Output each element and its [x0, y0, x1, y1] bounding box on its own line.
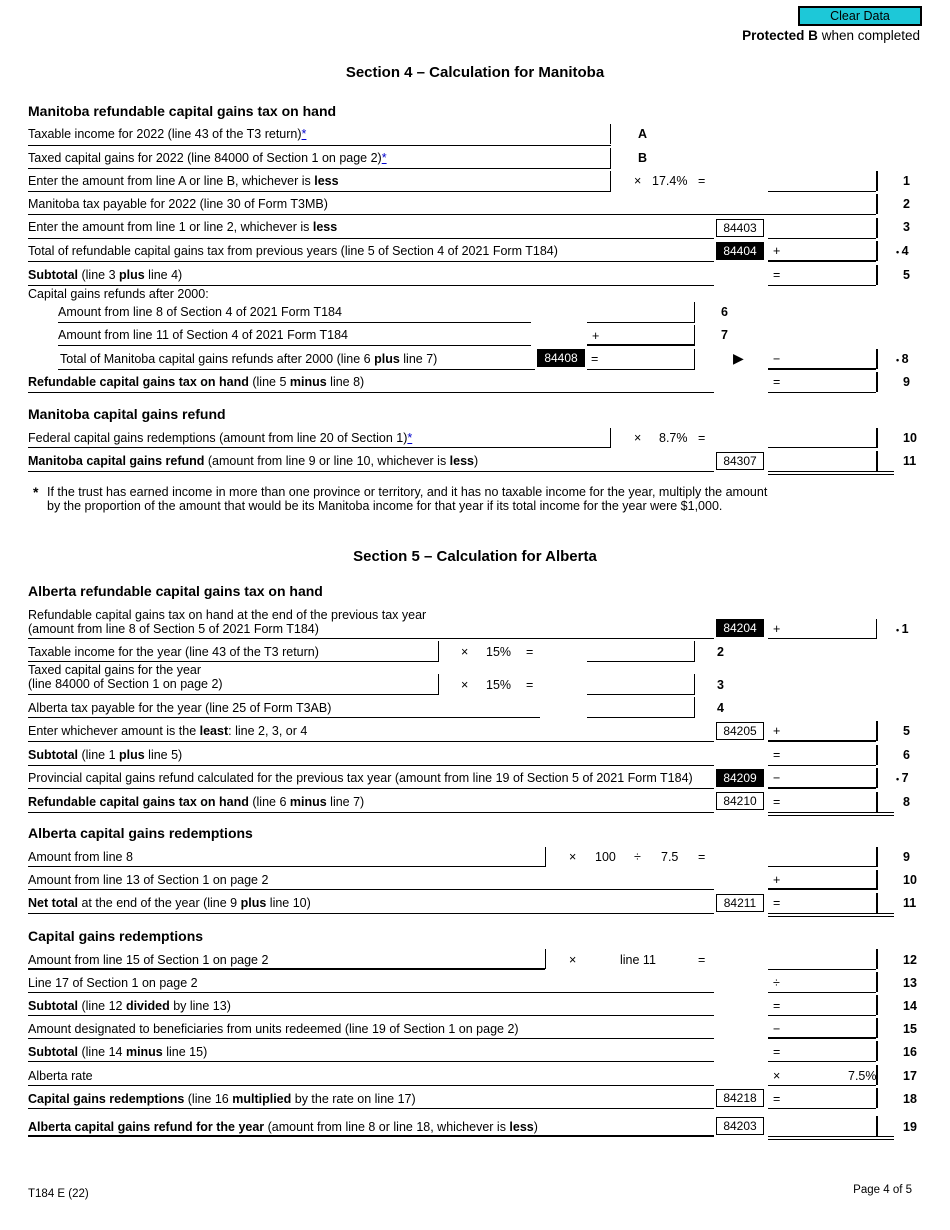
s5-line5-code: 84205 — [716, 722, 764, 740]
form-rule-line — [768, 1136, 894, 1137]
s5-line13-amount[interactable] — [785, 973, 874, 991]
form-rule-line — [768, 260, 876, 262]
s5-line14-num: 14 — [903, 999, 917, 1013]
form-rule-line — [768, 638, 876, 639]
s4-line10-op: × — [634, 431, 642, 445]
s4-line10-input[interactable] — [612, 429, 630, 447]
form-rule-line — [876, 372, 878, 392]
s5-line14-label: Subtotal (line 12 divided by line 13) — [28, 999, 231, 1013]
s4-line1-eq: = — [698, 174, 706, 188]
form-rule-line — [768, 815, 894, 816]
form-rule-line — [876, 1041, 878, 1061]
s4-line3-amount[interactable] — [770, 219, 874, 237]
form-rule-line — [876, 949, 878, 969]
form-rule-line — [876, 1065, 878, 1085]
s5-line13-num: 13 — [903, 976, 917, 990]
form-rule-line — [876, 1018, 878, 1038]
form-rule-line — [694, 349, 695, 369]
s5-line9-num: 9 — [903, 850, 910, 864]
s5-line18-code: 84218 — [716, 1089, 764, 1107]
s4-line10-amount[interactable] — [770, 429, 874, 447]
page-number: Page 4 of 5 — [853, 1184, 912, 1196]
form-rule-line — [28, 1085, 714, 1086]
form-rule-line — [876, 995, 878, 1015]
s5-line2-label: Taxable income for the year (line 43 of the T3 return) — [28, 645, 319, 659]
s4-lineA-letter: A — [638, 127, 648, 141]
form-rule-line — [876, 451, 878, 471]
form-rule-line — [587, 369, 695, 370]
s4-line11-label: Manitoba capital gains refund (amount from line 9 or line 10, whichever is less) — [28, 454, 479, 468]
s4-line11-num: 11 — [903, 454, 917, 468]
s5-line15-amount[interactable] — [785, 1019, 874, 1037]
s4-line8-code: 84408 — [537, 349, 585, 367]
s5-line19-label: Alberta capital gains refund for the year (amount from line 8 or line 18, whichever is less) — [28, 1120, 538, 1134]
form-rule-line — [768, 1015, 876, 1016]
form-rule-line — [28, 968, 545, 970]
s5-line7-code: 84209 — [716, 769, 764, 787]
form-rule-line — [876, 792, 878, 812]
form-rule-line — [28, 913, 714, 914]
form-rule-line — [28, 694, 439, 695]
s4-line4-label: Total of refundable capital gains tax from previous years (line 5 of Section 4 of 2021 Form T184) — [28, 244, 558, 258]
s4-line1-amount[interactable] — [770, 172, 874, 190]
clear-data-button[interactable]: Clear Data — [798, 6, 922, 26]
protected-b-label: Protected B when completed — [742, 28, 920, 43]
s5-line8-num: 8 — [903, 795, 910, 809]
s4-line8-amount[interactable] — [785, 350, 874, 368]
s5-line16-label: Subtotal (line 14 minus line 15) — [28, 1045, 208, 1059]
s4-line9-num: 9 — [903, 375, 910, 389]
form-rule-line — [876, 349, 878, 369]
s4-line10-eq: = — [698, 431, 706, 445]
s5-line18-op: = — [773, 1092, 781, 1106]
form-rule-line — [876, 745, 878, 765]
form-rule-line — [768, 992, 876, 993]
form-rule-line — [28, 471, 714, 472]
footnote-link[interactable]: * — [381, 151, 387, 165]
s5-line6-num: 6 — [903, 748, 910, 762]
s4-line1-num: 1 — [903, 174, 910, 188]
form-rule-line — [438, 674, 439, 694]
form-rule-line — [694, 674, 695, 694]
s4-line4-op: + — [773, 244, 781, 258]
s4-line4-code: 84404 — [716, 242, 764, 260]
form-id: T184 E (22) — [28, 1188, 89, 1200]
s4-line2-num: 2 — [903, 197, 910, 211]
s5-line8-amount[interactable] — [785, 793, 874, 811]
form-rule-line — [28, 661, 439, 662]
form-rule-line — [768, 787, 876, 789]
s4-line8-label: Total of Manitoba capital gains refunds after 2000 (line 6 plus line 7) — [60, 352, 438, 366]
s5-line17-num: 17 — [903, 1069, 917, 1083]
form-rule-line — [587, 322, 695, 323]
s5-line3-amount[interactable] — [589, 675, 693, 693]
form-rule-line — [768, 740, 876, 742]
s5-line4-num: 4 — [717, 701, 724, 715]
s5-line5-num: 5 — [903, 724, 910, 738]
form-rule-line — [768, 447, 876, 448]
s5-line15-label: Amount designated to beneficiaries from units redeemed (line 19 of Section 1 on page 2) — [28, 1022, 519, 1036]
form-rule-line — [28, 238, 714, 239]
s5-line19-code: 84203 — [716, 1117, 764, 1135]
form-rule-line — [768, 238, 876, 239]
s4-line7-num: 7 — [721, 328, 728, 342]
s5-line7-num: • 7 — [896, 771, 909, 785]
s5-line10-op: + — [773, 873, 781, 887]
s5-line3-num: 3 — [717, 678, 724, 692]
form-rule-line — [587, 694, 695, 695]
s5-line9-amount[interactable] — [770, 848, 874, 866]
form-rule-line — [694, 641, 695, 661]
s4-line1-label: Enter the amount from line A or line B, whichever is less — [28, 174, 339, 188]
s5-line14-op: = — [773, 999, 781, 1013]
footnote-link[interactable]: * — [301, 127, 307, 141]
section4-title: Section 4 – Calculation for Manitoba — [345, 64, 605, 81]
footnote-link[interactable]: * — [407, 431, 413, 445]
form-rule-line — [28, 866, 545, 867]
s5-line1-label2: (amount from line 8 of Section 5 of 2021 Form T184) — [28, 622, 319, 636]
form-rule-line — [876, 1088, 878, 1108]
s5-line5-op: + — [773, 724, 781, 738]
s4-line1-op: × — [634, 174, 642, 188]
s5-line4-label: Alberta tax payable for the year (line 25 of Form T3AB) — [28, 701, 332, 715]
s5-line11-op: = — [773, 896, 781, 910]
s5-line16-num: 16 — [903, 1045, 917, 1059]
form-rule-line — [610, 428, 611, 448]
form-rule-line — [587, 717, 695, 718]
s4-line7-label: Amount from line 11 of Section 4 of 2021 Form T184 — [58, 328, 348, 342]
footnote-line2: by the proportion of the amount that would be its Manitoba income for that year if its total income for the year were $1,000. — [47, 499, 723, 513]
section5-subheading-redemptions: Alberta capital gains redemptions — [28, 825, 253, 841]
form-rule-line — [28, 285, 714, 286]
s5-line2-rate: 15% — [486, 645, 512, 659]
form-rule-line — [28, 392, 714, 393]
form-rule-line — [768, 1085, 876, 1086]
s5-line12-eq: = — [698, 953, 706, 967]
form-rule-line — [768, 969, 876, 970]
form-rule-line — [28, 168, 611, 169]
form-rule-line — [28, 1108, 714, 1109]
form-rule-line — [694, 325, 695, 345]
form-rule-line — [28, 1038, 714, 1039]
s5-line8-code: 84210 — [716, 792, 764, 810]
section5-subheading-tax-on-hand: Alberta refundable capital gains tax on hand — [28, 583, 323, 599]
form-rule-line — [28, 788, 714, 789]
form-rule-line — [876, 721, 878, 741]
s4-line2-amount[interactable] — [770, 195, 874, 213]
s5-line1-amount[interactable] — [785, 619, 874, 637]
s5-line3-rate: 15% — [486, 678, 512, 692]
form-rule-line — [768, 1037, 876, 1039]
form-rule-line — [58, 345, 531, 346]
s5-line5-label: Enter whichever amount is the least: line 2, 3, or 4 — [28, 724, 308, 738]
s5-line7-label: Provincial capital gains refund calculated for the previous tax year (amount from line 19 of Section 5 of 2021 Form T184) — [28, 771, 693, 785]
s4-line9-label: Refundable capital gains tax on hand (line 5 minus line 8) — [28, 375, 365, 389]
form-rule-line — [876, 1116, 878, 1136]
s5-line18-amount[interactable] — [785, 1089, 874, 1107]
s4-line5-op: = — [773, 268, 781, 282]
s4-line5-num: 5 — [903, 268, 910, 282]
s5-line15-op: − — [773, 1022, 781, 1036]
s5-line12-num: 12 — [903, 953, 917, 967]
s4-line8-eq: = — [591, 352, 599, 366]
form-rule-line — [768, 474, 894, 475]
s5-line9-v2: 7.5 — [661, 850, 679, 864]
form-rule-line — [58, 322, 531, 323]
s4-lineA-input[interactable] — [612, 124, 632, 144]
section5-title: Section 5 – Calculation for Alberta — [353, 548, 597, 565]
s5-line14-amount[interactable] — [785, 996, 874, 1014]
s4-line6-amount[interactable] — [589, 303, 693, 321]
form-rule-line — [876, 847, 878, 867]
s5-line5-amount[interactable] — [785, 722, 874, 740]
s4-line5-label: Subtotal (line 3 plus line 4) — [28, 268, 183, 282]
form-rule-line — [610, 124, 611, 144]
form-rule-line — [28, 191, 611, 192]
form-rule-line — [545, 949, 546, 969]
form-rule-line — [28, 812, 714, 813]
s5-line17-label: Alberta rate — [28, 1069, 93, 1083]
form-rule-line — [876, 619, 877, 639]
form-rule-line — [768, 913, 894, 914]
s4-line1-rate: 17.4% — [652, 174, 688, 188]
form-rule-line — [876, 218, 878, 238]
s5-line2-input[interactable] — [440, 642, 456, 660]
s4-line9-amount[interactable] — [785, 373, 874, 391]
s4-line11-code: 84307 — [716, 452, 764, 470]
s5-line12-op: × — [569, 953, 577, 967]
s4-line10-rate: 8.7% — [659, 431, 688, 445]
form-rule-line — [694, 697, 695, 717]
s5-line11-num: 11 — [903, 896, 917, 910]
s4-line3-code: 84403 — [716, 219, 764, 237]
form-rule-line — [768, 1139, 894, 1140]
s5-line19-amount[interactable] — [770, 1117, 874, 1135]
section5-subheading-cg-redemptions: Capital gains redemptions — [28, 928, 204, 944]
form-rule-line — [768, 812, 894, 813]
form-rule-line — [768, 471, 894, 472]
form-rule-line — [28, 638, 714, 639]
form-rule-line — [28, 214, 876, 215]
form-rule-line — [610, 171, 611, 191]
arrow-right-icon: ▶ — [733, 350, 744, 366]
s5-line18-num: 18 — [903, 1092, 917, 1106]
s5-line2-eq: = — [526, 645, 534, 659]
s5-line1-num: • 1 — [896, 622, 909, 636]
s5-line11-code: 84211 — [716, 894, 764, 912]
section4-subheading-refund: Manitoba capital gains refund — [28, 406, 226, 422]
s5-line16-op: = — [773, 1045, 781, 1059]
form-rule-line — [876, 972, 878, 992]
form-rule-line — [28, 261, 714, 262]
s4-line4-num: • 4 — [896, 244, 909, 258]
form-rule-line — [28, 1015, 714, 1016]
s5-line17-rate: 7.5% — [848, 1069, 877, 1083]
s5-line9-label: Amount from line 8 — [28, 850, 133, 864]
s4-line6-label: Amount from line 8 of Section 4 of 2021 Form T184 — [58, 305, 342, 319]
s5-line9-v1: 100 — [595, 850, 616, 864]
s5-line1-code: 84204 — [716, 619, 764, 637]
form-rule-line — [876, 768, 878, 788]
s5-line7-op: − — [773, 771, 781, 785]
s5-line11-label: Net total at the end of the year (line 9 plus line 10) — [28, 896, 311, 910]
s5-line3-label1: Taxed capital gains for the year — [28, 663, 202, 677]
form-rule-line — [768, 916, 894, 917]
s5-line1-op: + — [773, 622, 781, 636]
form-rule-line — [768, 285, 876, 286]
s5-line2-amount[interactable] — [589, 642, 693, 660]
s5-line9-eq: = — [698, 850, 706, 864]
s4-line8-num: • 8 — [896, 352, 909, 366]
s4-line9-op: = — [773, 375, 781, 389]
s5-line16-amount[interactable] — [785, 1042, 874, 1060]
s4-line3-label: Enter the amount from line 1 or line 2, whichever is less — [28, 220, 338, 234]
s5-line2-op: × — [461, 645, 469, 659]
s4-line8-subtotal[interactable] — [604, 350, 693, 368]
s5-line1-label1: Refundable capital gains tax on hand at the end of the previous tax year — [28, 608, 427, 622]
s5-line6-op: = — [773, 748, 781, 762]
s4-lineB-letter: B — [638, 151, 648, 165]
form-rule-line — [694, 302, 695, 322]
s5-line10-label: Amount from line 13 of Section 1 on page 2 — [28, 873, 269, 887]
s5-line12-amount[interactable] — [770, 950, 874, 968]
form-rule-line — [876, 171, 878, 191]
form-rule-line — [587, 661, 695, 662]
s5-line8-op: = — [773, 795, 781, 809]
s5-line3-op: × — [461, 678, 469, 692]
s5-line13-label: Line 17 of Section 1 on page 2 — [28, 976, 198, 990]
form-rule-line — [28, 717, 540, 718]
form-rule-line — [587, 344, 695, 346]
s5-line3-eq: = — [526, 678, 534, 692]
s4-line10-num: 10 — [903, 431, 917, 445]
form-rule-line — [768, 866, 876, 867]
form-rule-line — [876, 870, 878, 890]
s4-line7-amount[interactable] — [604, 326, 693, 344]
form-rule-line — [768, 191, 876, 192]
form-rule-line — [768, 1061, 876, 1062]
s5-line7-amount[interactable] — [785, 769, 874, 787]
s4-line5-amount[interactable] — [785, 266, 874, 284]
s5-line8-label: Refundable capital gains tax on hand (line 6 minus line 7) — [28, 795, 365, 809]
form-rule-line — [768, 392, 876, 393]
s5-line15-num: 15 — [903, 1022, 917, 1036]
s4-line11-amount[interactable] — [770, 452, 874, 470]
s4-lineA-label: Taxable income for 2022 (line 43 of the T3 return)* — [28, 127, 307, 141]
s5-line13-op: ÷ — [773, 976, 780, 990]
form-rule-line — [876, 893, 878, 913]
form-rule-line — [610, 148, 611, 168]
form-rule-line — [28, 765, 714, 766]
s5-line6-amount[interactable] — [785, 746, 874, 764]
form-rule-line — [876, 194, 878, 214]
form-rule-line — [876, 265, 878, 285]
form-rule-line — [28, 1135, 714, 1137]
s4-lineB-label: Taxed capital gains for 2022 (line 84000 of Section 1 on page 2)* — [28, 151, 387, 165]
s5-line12-label: Amount from line 15 of Section 1 on page 2 — [28, 953, 269, 967]
s5-line3-label2: (line 84000 of Section 1 on page 2) — [28, 677, 223, 691]
form-rule-line — [545, 847, 546, 867]
s4-line3-num: 3 — [903, 220, 910, 234]
form-rule-line — [876, 241, 878, 261]
s4-line7-op: + — [592, 329, 600, 343]
s5-line9-op: × — [569, 850, 577, 864]
section4-subheading-tax-on-hand: Manitoba refundable capital gains tax on hand — [28, 103, 337, 119]
s5-line12-ref: line 11 — [620, 953, 656, 967]
s5-line18-label: Capital gains redemptions (line 16 multiplied by the rate on line 17) — [28, 1092, 416, 1106]
s4-line10-label: Federal capital gains redemptions (amount from line 20 of Section 1)* — [28, 431, 413, 445]
form-rule-line — [28, 992, 714, 993]
s4-line6-num: 6 — [721, 305, 728, 319]
s5-line3-input[interactable] — [440, 675, 456, 693]
form-rule-line — [768, 1108, 876, 1109]
footnote-asterisk: * — [33, 484, 39, 500]
s5-line9-input[interactable] — [547, 848, 565, 866]
form-rule-line — [768, 368, 876, 370]
s5-line4-amount[interactable] — [589, 698, 693, 716]
s5-line10-num: 10 — [903, 873, 917, 887]
s5-line9-div: ÷ — [634, 850, 641, 864]
footnote-line1: If the trust has earned income in more than one province or territory, and it has no taxable income for the year, multiply the amount — [47, 485, 768, 499]
form-rule-line — [876, 428, 878, 448]
s5-line19-num: 19 — [903, 1120, 917, 1134]
form-rule-line — [28, 447, 611, 448]
s5-line2-num: 2 — [717, 645, 724, 659]
form-rule-line — [58, 369, 535, 370]
form-rule-line — [28, 741, 714, 742]
s5-line17-op: × — [773, 1069, 781, 1083]
s5-line10-amount[interactable] — [785, 871, 874, 889]
s4-refunds-label: Capital gains refunds after 2000: — [28, 287, 209, 301]
s5-line11-amount[interactable] — [785, 894, 874, 912]
form-rule-line — [28, 889, 714, 890]
s5-line12-input[interactable] — [547, 950, 565, 968]
s4-line4-amount[interactable] — [785, 242, 874, 260]
form-rule-line — [28, 1061, 714, 1062]
s5-line6-label: Subtotal (line 1 plus line 5) — [28, 748, 183, 762]
form-rule-line — [28, 145, 611, 146]
s4-line8-op: − — [773, 352, 781, 366]
form-rule-line — [768, 765, 876, 766]
form-rule-line — [438, 641, 439, 661]
s4-line2-label: Manitoba tax payable for 2022 (line 30 of Form T3MB) — [28, 197, 328, 211]
